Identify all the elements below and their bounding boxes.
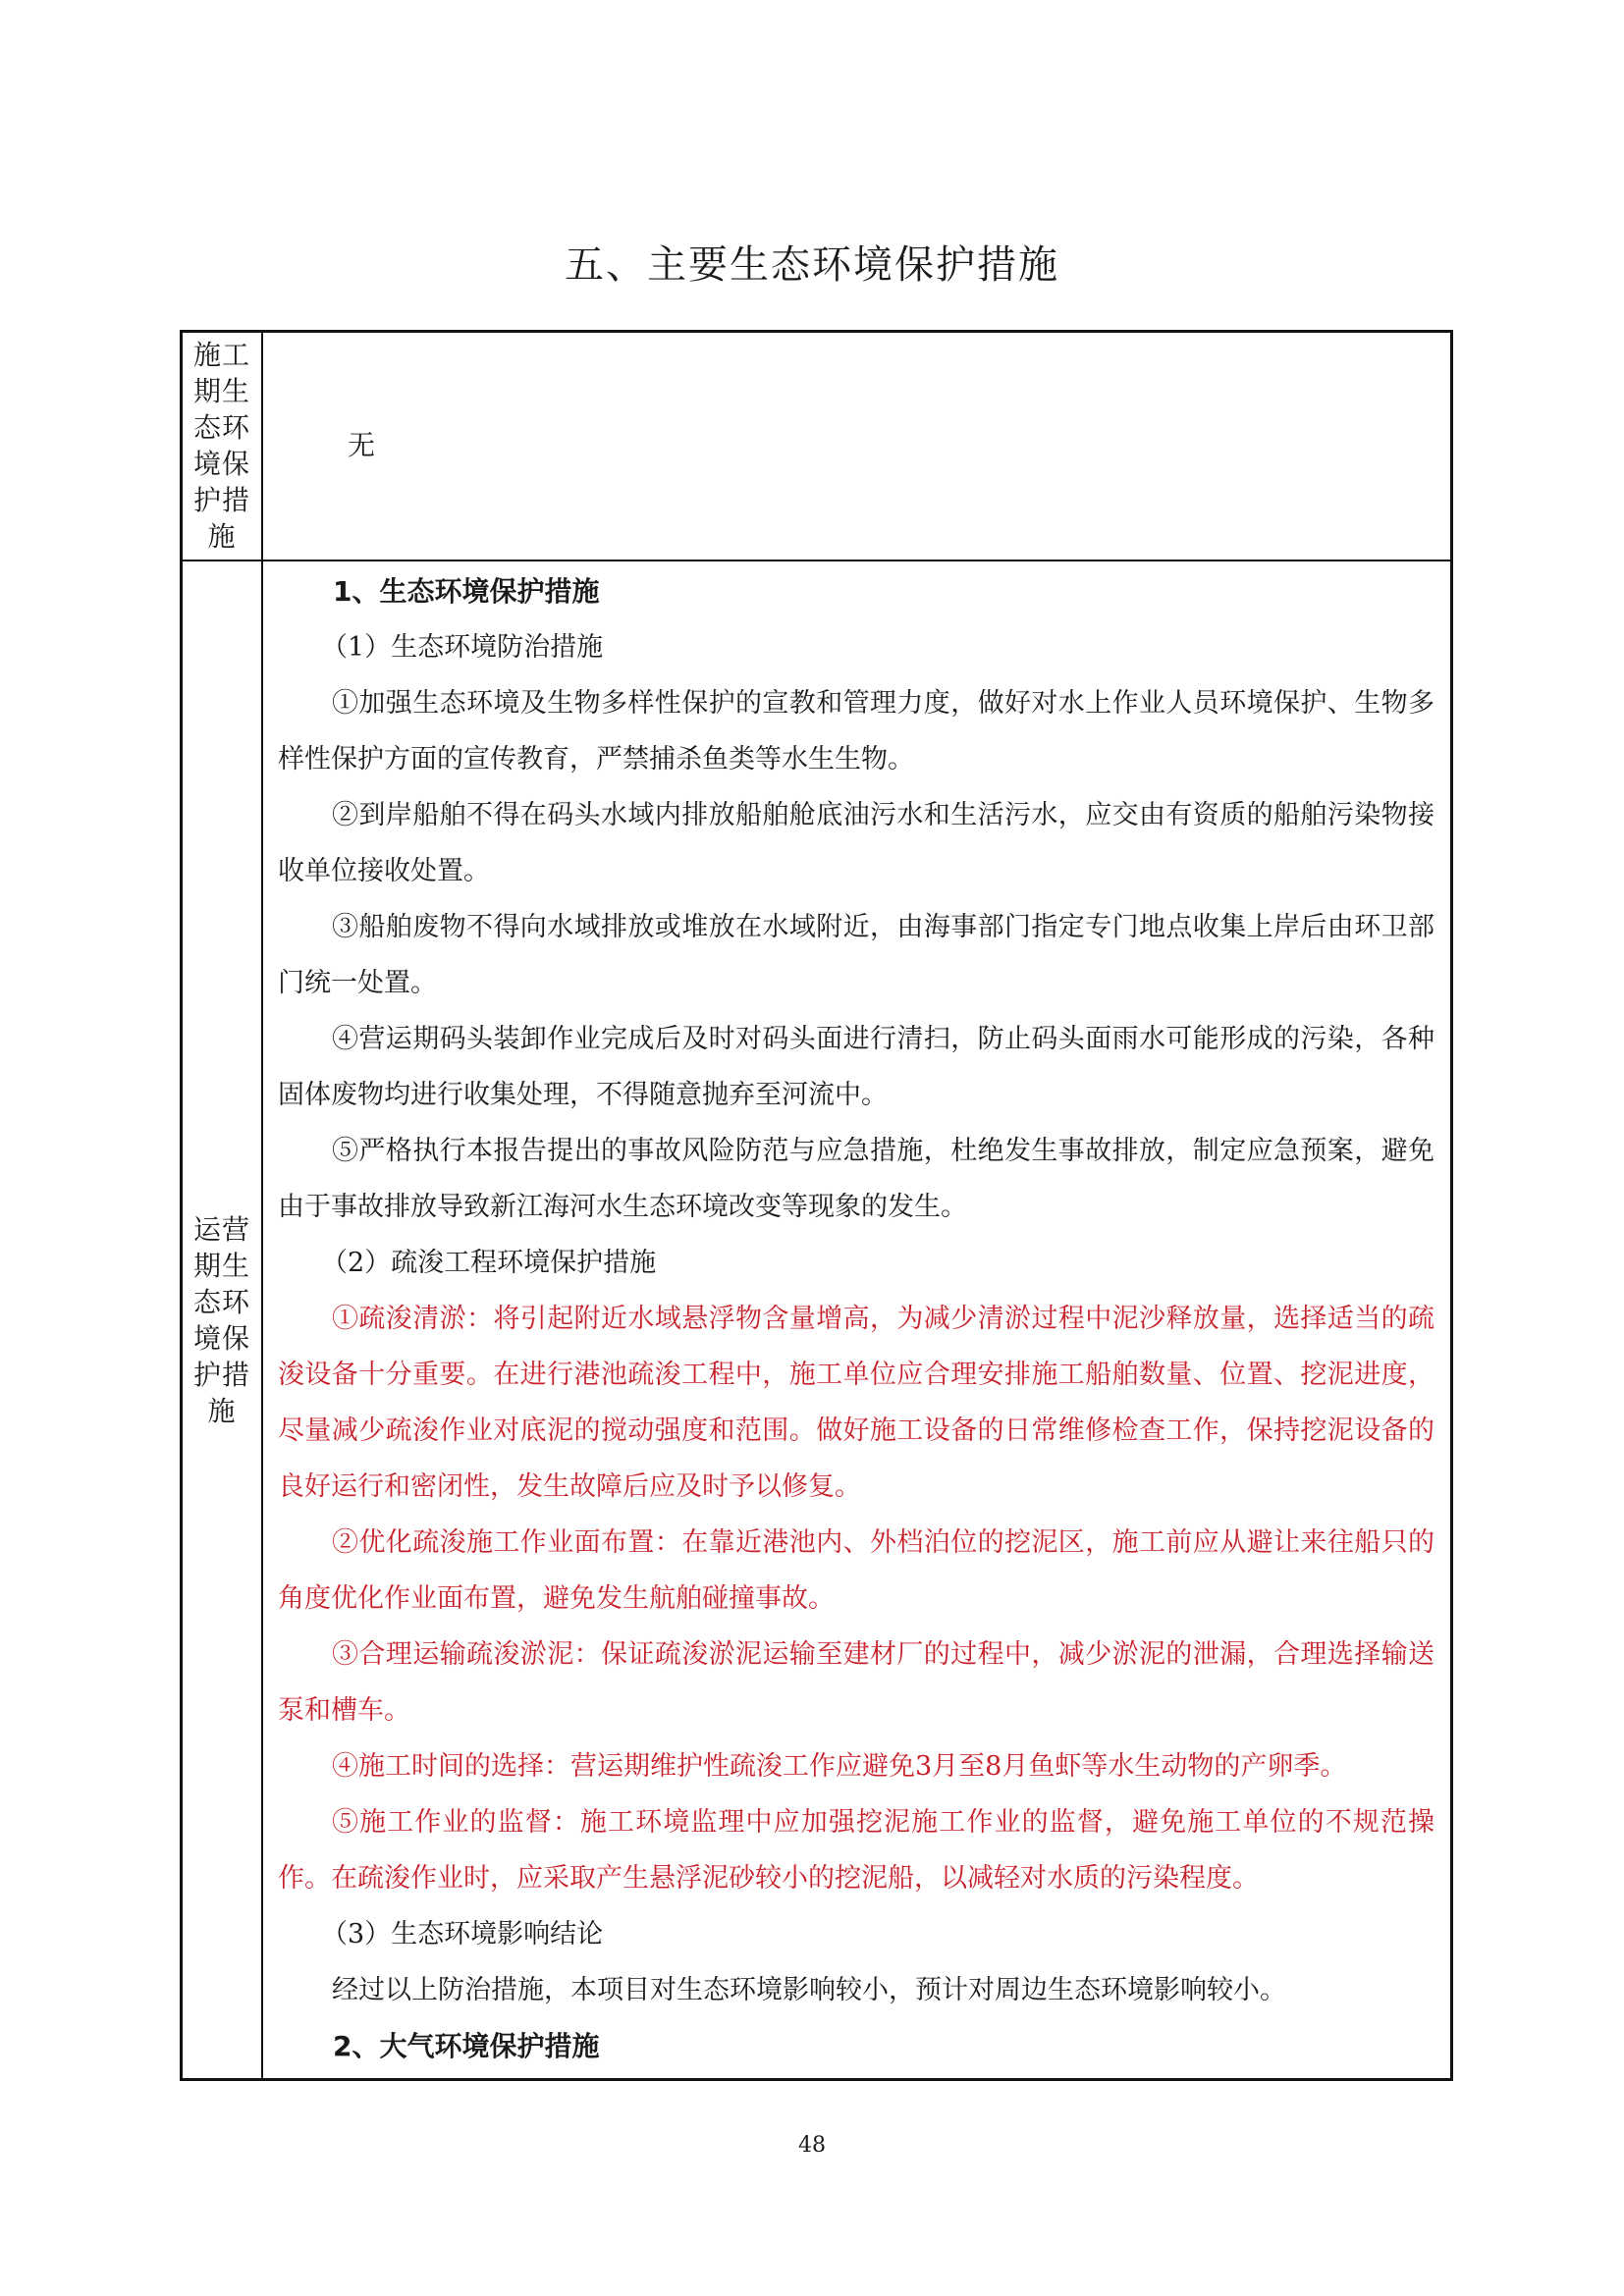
- operation-content: [263, 561, 1450, 2074]
- measure-paragraph: ②优化疏浚施工作业面布置：在靠近港池内、外档泊位的挖泥区，施工前应从避让来往船只的角度优化作业面布置，避免发生航舶碰撞事故。: [278, 1527, 1435, 1614]
- measure-paragraph: ④营运期码头装卸作业完成后及时对码头面进行清扫，防止码头面雨水可能形成的污染，各种固体废物均进行收集处理，不得随意抛弃至河流中。: [278, 1024, 1435, 1110]
- measure-paragraph: ⑤施工作业的监督：施工环境监理中应加强挖泥施工作业的监督，避免施工单位的不规范操作。在疏浚作业时，应采取产生悬浮泥砂较小的挖泥船，以减轻对水质的污染程度。: [278, 1807, 1435, 1894]
- construction-label: 施工期生态环境保护措施: [193, 339, 251, 553]
- measures-table: [180, 330, 1453, 2081]
- construction-row: [182, 332, 1452, 561]
- measure-paragraph: ⑤严格执行本报告提出的事故风险防范与应急措施，杜绝发生事故排放，制定应急预案，避免由于事故排放导致新江海河水生态环境改变等现象的发生。: [278, 1136, 1435, 1222]
- measure-paragraph: ④施工时间的选择：营运期维护性疏浚工作应避免3月至8月鱼虾等水生动物的产卵季。: [332, 1751, 1347, 1782]
- operation-row: [182, 561, 1452, 2080]
- section-heading: 2、大气环境保护措施: [333, 2030, 600, 2062]
- measure-paragraph: ③合理运输疏浚淤泥：保证疏浚淤泥运输至建材厂的过程中，减少淤泥的泄漏，合理选择输送泵和槽车。: [278, 1639, 1435, 1726]
- construction-label-cell: [182, 332, 263, 561]
- measure-paragraph: 经过以上防治措施，本项目对生态环境影响较小，预计对周边生态环境影响较小。: [332, 1975, 1286, 2005]
- measure-paragraph: ①疏浚清淤：将引起附近水域悬浮物含量增高，为减少清淤过程中泥沙释放量，选择适当的疏浚设备十分重要。在进行港池疏浚工程中，施工单位应合理安排施工船舶数量、位置、挖泥进度，尽量减少疏浚作业对底泥的搅动强度和范围。做好施工设备的日常维修检查工作，保持挖泥设备的良好运行和密闭性，发生故障后应及时予以修复。: [278, 1304, 1435, 1502]
- construction-content: 无: [348, 429, 376, 461]
- construction-content-cell: [262, 332, 1452, 561]
- measure-paragraph: ③船舶废物不得向水域排放或堆放在水域附近，由海事部门指定专门地点收集上岸后由环卫部门统一处置。: [278, 912, 1435, 998]
- page-title: 五、主要生态环境保护措施: [565, 242, 1059, 288]
- section-heading: （2）疏浚工程环境保护措施: [321, 1248, 657, 1278]
- operation-content-cell: [262, 561, 1452, 2080]
- section-heading: （3）生态环境影响结论: [321, 1919, 604, 1949]
- page-number: 48: [798, 2133, 826, 2158]
- section-heading: （1）生态环境防治措施: [321, 632, 604, 663]
- measure-paragraph: ②到岸船舶不得在码头水域内排放船舶舱底油污水和生活污水，应交由有资质的船舶污染物接收单位接收处置。: [278, 800, 1435, 886]
- operation-label-cell: [182, 561, 263, 2080]
- section-heading: 1、生态环境保护措施: [333, 575, 600, 608]
- operation-label: 运营期生态环境保护措施: [193, 1212, 251, 1427]
- measure-paragraph: ①加强生态环境及生物多样性保护的宣教和管理力度，做好对水上作业人员环境保护、生物多样性保护方面的宣传教育，严禁捕杀鱼类等水生生物。: [278, 688, 1435, 774]
